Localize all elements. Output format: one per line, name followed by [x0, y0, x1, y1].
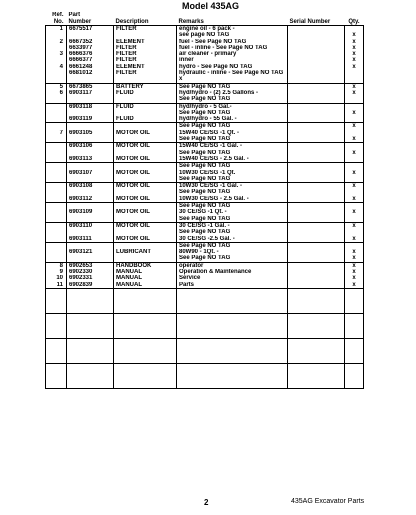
header-serial-number: Serial Number — [288, 12, 345, 26]
part-number-cell: 6902839 — [67, 282, 114, 289]
table-row — [46, 96, 364, 103]
qty-cell: x — [345, 150, 364, 156]
remarks-cell: See Page NO TAG — [177, 163, 288, 170]
description-cell: MANUAL — [114, 269, 177, 275]
table-row — [46, 76, 364, 83]
ref-cell — [46, 176, 67, 183]
serial-number-cell — [288, 163, 345, 170]
part-number-cell — [67, 288, 114, 313]
description-cell: MANUAL — [114, 282, 177, 289]
description-cell: BATTERY — [114, 83, 177, 90]
remarks-cell: See Page NO TAG — [177, 110, 288, 116]
part-number-cell — [67, 136, 114, 143]
table-row — [46, 123, 364, 130]
table-row — [46, 83, 364, 90]
ref-cell — [46, 163, 67, 170]
serial-number-cell — [288, 76, 345, 83]
remarks-cell: 15W40 CE/SG -1 Gal. - — [177, 143, 288, 150]
part-number-cell: 6903121 — [67, 249, 114, 255]
part-number-cell: 6903111 — [67, 236, 114, 243]
serial-number-cell — [288, 26, 345, 33]
serial-number-cell — [288, 123, 345, 130]
qty-cell — [345, 143, 364, 150]
serial-number-cell — [288, 156, 345, 163]
header-qty: Qty. — [345, 12, 364, 26]
qty-cell: x — [345, 45, 364, 51]
part-number-cell: 6667352 — [67, 39, 114, 45]
qty-cell: x — [345, 249, 364, 255]
remarks-cell: 15W40 CE/SG - 2.5 Gal. - — [177, 156, 288, 163]
part-number-cell — [67, 203, 114, 210]
ref-cell — [46, 196, 67, 203]
description-cell: MANUAL — [114, 275, 177, 281]
qty-cell: x — [345, 236, 364, 243]
serial-number-cell — [288, 363, 345, 388]
description-cell: FILTER — [114, 45, 177, 51]
remarks-cell: hydro - See Page NO TAG — [177, 64, 288, 70]
part-number-cell: 6666376 — [67, 51, 114, 57]
description-cell — [114, 288, 177, 313]
description-cell: FILTER — [114, 70, 177, 76]
qty-cell — [345, 216, 364, 223]
ref-cell — [46, 242, 67, 249]
description-cell — [114, 76, 177, 83]
description-cell — [114, 216, 177, 223]
part-number-cell: 6666377 — [67, 57, 114, 63]
remarks-cell — [177, 288, 288, 313]
qty-cell: x — [345, 57, 364, 63]
ref-cell — [46, 123, 67, 130]
part-number-cell: 6903118 — [67, 103, 114, 110]
part-number-cell: 6903107 — [67, 170, 114, 176]
serial-number-cell — [288, 83, 345, 90]
part-number-cell: 6902653 — [67, 262, 114, 269]
part-number-cell: 6903105 — [67, 130, 114, 136]
qty-cell: x — [345, 39, 364, 45]
qty-cell — [345, 363, 364, 388]
description-cell — [114, 242, 177, 249]
qty-cell: x — [345, 51, 364, 57]
ref-cell — [46, 222, 67, 229]
part-number-cell: 6903112 — [67, 196, 114, 203]
remarks-cell: See Page NO TAG — [177, 189, 288, 195]
qty-cell: x — [345, 275, 364, 281]
part-number-cell: 6902331 — [67, 275, 114, 281]
remarks-cell: hydraulic - inline - See Page NO TAG — [177, 70, 288, 76]
serial-number-cell — [288, 96, 345, 103]
serial-number-cell — [288, 288, 345, 313]
remarks-cell: inner — [177, 57, 288, 63]
table-row — [46, 136, 364, 143]
qty-cell — [345, 203, 364, 210]
part-number-cell: 6902330 — [67, 269, 114, 275]
remarks-cell: See Page NO TAG — [177, 123, 288, 130]
remarks-cell: hyd/hydro - 55 Gal. - — [177, 116, 288, 123]
ref-cell — [46, 216, 67, 223]
table-row — [46, 255, 364, 262]
table-header — [46, 12, 364, 26]
ref-cell — [46, 203, 67, 210]
table-row — [46, 176, 364, 183]
remarks-cell: 30 CE/SG -2.5 Gal. - — [177, 236, 288, 243]
part-number-cell — [67, 123, 114, 130]
document-name: 435AG Excavator Parts — [291, 498, 365, 505]
table-row — [46, 282, 364, 289]
ref-cell: 2 — [46, 39, 67, 45]
ref-cell — [46, 183, 67, 190]
ref-cell: 4 — [46, 64, 67, 70]
table-row — [46, 143, 364, 150]
part-number-cell: 6903117 — [67, 90, 114, 96]
part-number-cell — [67, 338, 114, 363]
blank-row — [46, 313, 364, 338]
ref-cell: 9 — [46, 269, 67, 275]
qty-cell: x — [345, 196, 364, 203]
serial-number-cell — [288, 116, 345, 123]
ref-cell — [46, 103, 67, 110]
part-number-cell: 6903110 — [67, 222, 114, 229]
table-row — [46, 196, 364, 203]
ref-cell: 3 — [46, 51, 67, 57]
serial-number-cell — [288, 313, 345, 338]
description-cell: FILTER — [114, 26, 177, 33]
description-cell — [114, 123, 177, 130]
qty-cell — [345, 156, 364, 163]
serial-number-cell — [288, 136, 345, 143]
ref-cell — [46, 338, 67, 363]
ref-cell — [46, 236, 67, 243]
serial-number-cell — [288, 222, 345, 229]
qty-cell — [345, 242, 364, 249]
remarks-cell — [177, 338, 288, 363]
description-cell — [114, 255, 177, 262]
serial-number-cell — [288, 196, 345, 203]
description-cell — [114, 203, 177, 210]
ref-cell: 6 — [46, 90, 67, 96]
ref-cell — [46, 156, 67, 163]
table-row — [46, 26, 364, 33]
remarks-cell: fuel - inline - See Page NO TAG — [177, 45, 288, 51]
remarks-cell: See Page NO TAG — [177, 176, 288, 183]
qty-cell: x — [345, 255, 364, 262]
remarks-cell: See Page NO TAG — [177, 229, 288, 235]
part-number-cell — [67, 163, 114, 170]
table-row — [46, 163, 364, 170]
description-cell: MOTOR OIL — [114, 143, 177, 150]
remarks-cell: operator — [177, 262, 288, 269]
serial-number-cell — [288, 282, 345, 289]
remarks-cell: see page NO TAG — [177, 32, 288, 38]
ref-cell — [46, 76, 67, 83]
part-number-cell: 6903106 — [67, 143, 114, 150]
qty-cell — [345, 338, 364, 363]
table-row — [46, 116, 364, 123]
description-cell: FILTER — [114, 51, 177, 57]
ref-cell — [46, 116, 67, 123]
description-cell — [114, 136, 177, 143]
qty-cell: x — [345, 32, 364, 38]
qty-cell: x — [345, 262, 364, 269]
remarks-cell: See Page NO TAG — [177, 216, 288, 223]
header-remarks: Remarks — [177, 12, 288, 26]
qty-cell — [345, 103, 364, 110]
serial-number-cell — [288, 143, 345, 150]
part-number-cell — [67, 96, 114, 103]
ref-cell — [46, 313, 67, 338]
remarks-cell — [177, 313, 288, 338]
remarks-cell: engine oil - 6 pack - — [177, 26, 288, 33]
description-cell: MOTOR OIL — [114, 236, 177, 243]
page-number: 2 — [204, 498, 209, 507]
qty-cell: x — [345, 110, 364, 116]
remarks-cell: See Page NO TAG — [177, 96, 288, 103]
table-row — [46, 203, 364, 210]
ref-cell: 1 — [46, 26, 67, 33]
serial-number-cell — [288, 255, 345, 262]
remarks-cell: See Page NO TAG — [177, 203, 288, 210]
serial-number-cell — [288, 338, 345, 363]
remarks-cell: 10W30 CE/SG -1 Qt. — [177, 170, 288, 176]
header-part-number: Part Number — [67, 12, 114, 26]
description-cell: MOTOR OIL — [114, 130, 177, 136]
ref-cell — [46, 363, 67, 388]
remarks-cell: x — [177, 76, 288, 83]
ref-cell: 7 — [46, 130, 67, 136]
remarks-cell: hyd/hydro - (2) 2.5 Gallons - — [177, 90, 288, 96]
part-number-cell: 6633977 — [67, 45, 114, 51]
description-cell — [114, 176, 177, 183]
description-cell: LUBRICANT — [114, 249, 177, 255]
serial-number-cell — [288, 216, 345, 223]
ref-cell — [46, 136, 67, 143]
qty-cell: x — [345, 269, 364, 275]
remarks-cell: See Page NO TAG — [177, 136, 288, 143]
remarks-cell: See Page NO TAG — [177, 83, 288, 90]
qty-cell: x — [345, 183, 364, 190]
table-row — [46, 262, 364, 269]
description-cell: MOTOR OIL — [114, 170, 177, 176]
part-number-cell — [67, 76, 114, 83]
serial-number-cell — [288, 242, 345, 249]
ref-cell: 11 — [46, 282, 67, 289]
qty-cell — [345, 116, 364, 123]
description-cell — [114, 363, 177, 388]
ref-cell: 5 — [46, 83, 67, 90]
qty-cell: x — [345, 170, 364, 176]
remarks-cell: fuel - See Page NO TAG — [177, 39, 288, 45]
description-cell: FLUID — [114, 90, 177, 96]
blank-row — [46, 288, 364, 313]
remarks-cell: hyd/hydro - 5 Gal.- — [177, 103, 288, 110]
description-cell: MOTOR OIL — [114, 209, 177, 215]
part-number-cell — [67, 313, 114, 338]
description-cell: ELEMENT — [114, 39, 177, 45]
part-number-cell: 6675517 — [67, 26, 114, 33]
description-cell: MOTOR OIL — [114, 156, 177, 163]
ref-cell — [46, 255, 67, 262]
table-row — [46, 103, 364, 110]
qty-cell: x — [345, 123, 364, 130]
qty-cell — [345, 76, 364, 83]
blank-row — [46, 363, 364, 388]
serial-number-cell — [288, 183, 345, 190]
table-row — [46, 183, 364, 190]
part-number-cell: 6661248 — [67, 64, 114, 70]
remarks-cell: 10W30 CE/SG -1 Gal. - — [177, 183, 288, 190]
qty-cell: x — [345, 64, 364, 70]
description-cell — [114, 96, 177, 103]
remarks-cell: See Page NO TAG — [177, 255, 288, 262]
qty-cell — [345, 313, 364, 338]
table-body — [46, 26, 364, 389]
page-title: Model 435AG — [182, 1, 240, 11]
ref-cell — [46, 96, 67, 103]
part-number-cell: 6903119 — [67, 116, 114, 123]
remarks-cell: Operation & Maintenance — [177, 269, 288, 275]
remarks-cell — [177, 363, 288, 388]
description-cell — [114, 163, 177, 170]
serial-number-cell — [288, 176, 345, 183]
ref-cell: 8 — [46, 262, 67, 269]
part-number-cell: 6903109 — [67, 209, 114, 215]
part-number-cell — [67, 255, 114, 262]
remarks-cell: 80W90 - 1Qt. - — [177, 249, 288, 255]
qty-cell — [345, 163, 364, 170]
description-cell: HANDBOOK — [114, 262, 177, 269]
remarks-cell: 30 CE/SG -1 Qt. - — [177, 209, 288, 215]
description-cell: MOTOR OIL — [114, 222, 177, 229]
blank-row — [46, 338, 364, 363]
qty-cell: x — [345, 83, 364, 90]
qty-cell: x — [345, 136, 364, 143]
serial-number-cell — [288, 203, 345, 210]
part-number-cell: 6681012 — [67, 70, 114, 76]
description-cell: MOTOR OIL — [114, 183, 177, 190]
remarks-cell: 30 CE/SG -1 Gal. - — [177, 222, 288, 229]
description-cell — [114, 313, 177, 338]
part-number-cell — [67, 242, 114, 249]
qty-cell — [345, 288, 364, 313]
part-number-cell: 6903108 — [67, 183, 114, 190]
part-number-cell — [67, 363, 114, 388]
ref-cell — [46, 143, 67, 150]
qty-cell: x — [345, 90, 364, 96]
qty-cell: x — [345, 222, 364, 229]
part-number-cell — [67, 176, 114, 183]
serial-number-cell — [288, 236, 345, 243]
remarks-cell: See Page NO TAG — [177, 150, 288, 156]
serial-number-cell — [288, 262, 345, 269]
description-cell: FLUID — [114, 116, 177, 123]
table-row — [46, 216, 364, 223]
remarks-cell: 15W40 CE/SG -1 Qt. - — [177, 130, 288, 136]
remarks-cell: Service — [177, 275, 288, 281]
qty-cell — [345, 96, 364, 103]
description-cell: ELEMENT — [114, 64, 177, 70]
table-row — [46, 242, 364, 249]
remarks-cell: Parts — [177, 282, 288, 289]
remarks-cell: See Page NO TAG — [177, 242, 288, 249]
table-row — [46, 156, 364, 163]
header-description: Description — [114, 12, 177, 26]
remarks-cell: air cleaner - primary — [177, 51, 288, 57]
qty-cell — [345, 26, 364, 33]
part-number-cell: 6903113 — [67, 156, 114, 163]
ref-cell: 10 — [46, 275, 67, 281]
description-cell: FILTER — [114, 57, 177, 63]
table-row — [46, 236, 364, 243]
description-cell — [114, 338, 177, 363]
remarks-cell: 10W30 CE/SG - 2.5 Gal. - — [177, 196, 288, 203]
qty-cell — [345, 176, 364, 183]
table-row — [46, 222, 364, 229]
description-cell: MOTOR OIL — [114, 196, 177, 203]
qty-cell: x — [345, 209, 364, 215]
ref-cell — [46, 288, 67, 313]
part-number-cell: 6673865 — [67, 83, 114, 90]
parts-table — [45, 12, 364, 389]
serial-number-cell — [288, 103, 345, 110]
header-ref-no: Ref. No. — [46, 12, 67, 26]
part-number-cell — [67, 216, 114, 223]
description-cell: FLUID — [114, 103, 177, 110]
qty-cell: x — [345, 282, 364, 289]
